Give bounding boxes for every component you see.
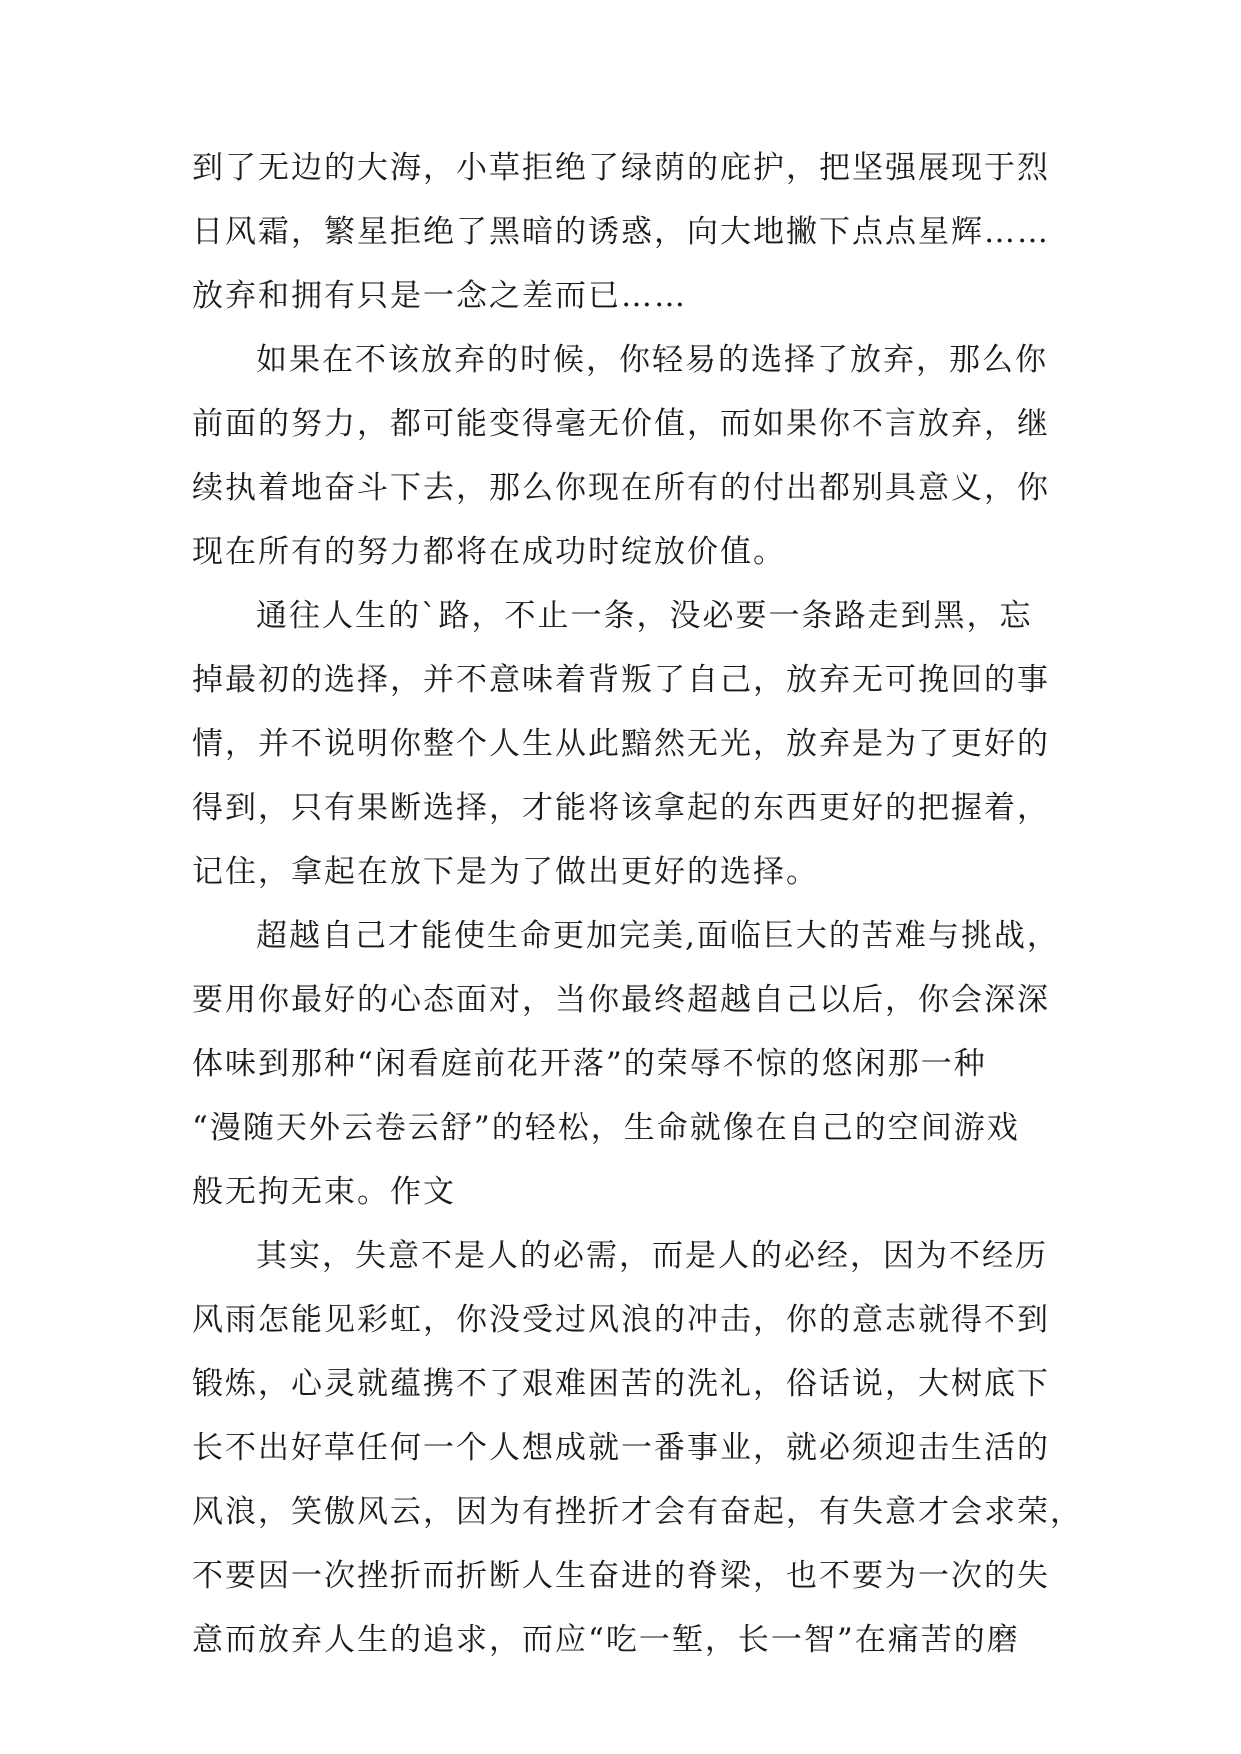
text-line: 意而放弃人生的追求，而应“吃一堑，长一智”在痛苦的磨 [192, 1622, 1020, 1658]
text-line: 前面的努力，都可能变得毫无价值，而如果你不言放弃，继 [192, 406, 1050, 442]
text-line: 要用你最好的心态面对，当你最终超越自己以后，你会深深 [192, 982, 1050, 1018]
text-line: 锻炼，心灵就蕴携不了艰难困苦的洗礼，俗话说，大树底下 [192, 1366, 1050, 1402]
paragraph-first-line: 超越自己才能使生命更加完美,面临巨大的苦难与挑战， [256, 918, 1060, 954]
text-line: 情，并不说明你整个人生从此黯然无光，放弃是为了更好的 [192, 726, 1050, 762]
text-line: 记住，拿起在放下是为了做出更好的选择。 [192, 854, 819, 890]
text-line: 般无拘无束。作文 [192, 1174, 456, 1210]
text-line: 不要因一次挫折而折断人生奋进的脊梁，也不要为一次的失 [192, 1558, 1050, 1594]
text-line: 日风霜，繁星拒绝了黑暗的诱惑，向大地撇下点点星辉…… [192, 214, 1050, 250]
text-line: 风雨怎能见彩虹，你没受过风浪的冲击，你的意志就得不到 [192, 1302, 1050, 1338]
paragraph-first-line: 如果在不该放弃的时候，你轻易的选择了放弃，那么你 [256, 342, 1048, 378]
text-line: 现在所有的努力都将在成功时绽放价值。 [192, 534, 786, 570]
text-line: 到了无边的大海，小草拒绝了绿荫的庇护，把坚强展现于烈 [192, 150, 1050, 186]
text-line: “漫随天外云卷云舒”的轻松，生命就像在自己的空间游戏 [192, 1110, 1020, 1146]
text-line: 风浪，笑傲风云，因为有挫折才会有奋起，有失意才会求荣， [192, 1494, 1083, 1530]
text-line: 续执着地奋斗下去，那么你现在所有的付出都别具意义，你 [192, 470, 1050, 506]
text-line: 得到，只有果断选择，才能将该拿起的东西更好的把握着， [192, 790, 1050, 826]
paragraph-first-line: 通往人生的`路，不止一条，没必要一条路走到黑，忘 [256, 598, 1033, 634]
text-line: 体味到那种“闲看庭前花开落”的荣辱不惊的悠闲那一种 [192, 1046, 987, 1082]
paragraph-first-line: 其实，失意不是人的必需，而是人的必经，因为不经历 [256, 1238, 1048, 1274]
text-line: 掉最初的选择，并不意味着背叛了自己，放弃无可挽回的事 [192, 662, 1050, 698]
text-line: 放弃和拥有只是一念之差而已…… [192, 278, 687, 314]
text-line: 长不出好草任何一个人想成就一番事业，就必须迎击生活的 [192, 1430, 1050, 1466]
